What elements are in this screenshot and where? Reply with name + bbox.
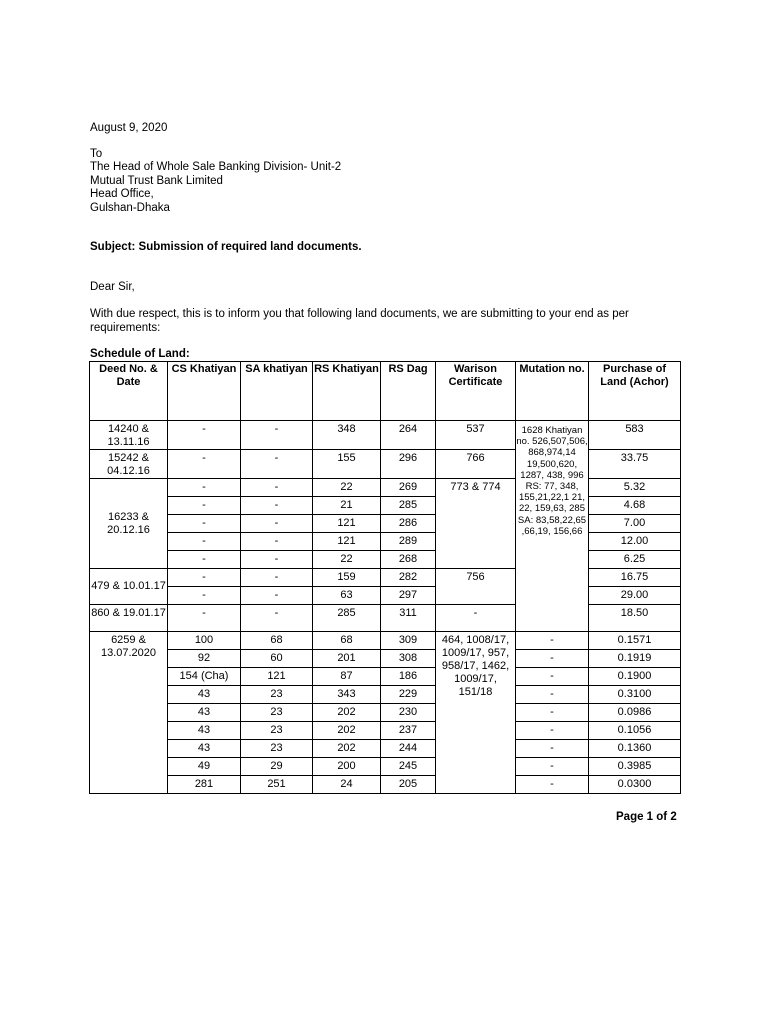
- rs-khatiyan-cell: 202: [313, 740, 381, 758]
- table-row: [90, 497, 681, 515]
- sa-cell: 23: [241, 704, 313, 722]
- rs-dag-cell: 282: [381, 569, 436, 587]
- rs-dag-cell: 308: [381, 650, 436, 668]
- sa-cell: -: [241, 533, 313, 551]
- deed-cell: 6259 & 13.07.2020: [90, 632, 168, 794]
- cs-cell: -: [168, 551, 241, 569]
- rs-khatiyan-cell: 87: [313, 668, 381, 686]
- subject-line: Subject: Submission of required land documents.: [90, 241, 362, 253]
- table-row: [90, 421, 681, 450]
- cs-cell: 43: [168, 704, 241, 722]
- sa-cell: -: [241, 569, 313, 587]
- salutation: Dear Sir,: [90, 281, 135, 293]
- purchase-cell: 0.1056: [589, 722, 681, 740]
- sa-cell: 121: [241, 668, 313, 686]
- rs-khatiyan-cell: 202: [313, 704, 381, 722]
- mutation-merged-cell: 1628 Khatiyan no. 526,507,506, 868,974,14 19,500,620, 1287, 438, 996 RS: 77, 348, 155,21,22,1 21, 22, 159,63, 285 SA: 83,58,22,65 ,66,19, 156,66: [516, 421, 589, 632]
- rs-dag-cell: 286: [381, 515, 436, 533]
- sa-cell: 23: [241, 740, 313, 758]
- rs-dag-cell: 269: [381, 479, 436, 497]
- rs-dag-cell: 311: [381, 605, 436, 632]
- deed-cell: 15242 & 04.12.16: [90, 450, 168, 479]
- cs-cell: -: [168, 587, 241, 605]
- header-rs-khatiyan: RS Khatiyan: [313, 362, 381, 421]
- rs-khatiyan-cell: 121: [313, 515, 381, 533]
- table-row: [90, 569, 681, 587]
- rs-khatiyan-cell: 155: [313, 450, 381, 479]
- cs-cell: 49: [168, 758, 241, 776]
- header-cs-khatiyan: CS Khatiyan: [168, 362, 241, 421]
- rs-dag-cell: 268: [381, 551, 436, 569]
- table-row: [90, 704, 681, 722]
- cs-cell: 43: [168, 722, 241, 740]
- rs-dag-cell: 289: [381, 533, 436, 551]
- warison-cell: 464, 1008/17, 1009/17, 957, 958/17, 1462, 1009/17, 151/18: [436, 632, 516, 794]
- deed-cell: 16233 & 20.12.16: [90, 479, 168, 569]
- warison-cell: 537: [436, 421, 516, 450]
- sa-cell: -: [241, 605, 313, 632]
- rs-khatiyan-cell: 202: [313, 722, 381, 740]
- purchase-cell: 18.50: [589, 605, 681, 632]
- purchase-cell: 7.00: [589, 515, 681, 533]
- header-warison: Warison Certificate: [436, 362, 516, 421]
- sa-cell: -: [241, 479, 313, 497]
- cs-cell: 281: [168, 776, 241, 794]
- rs-khatiyan-cell: 285: [313, 605, 381, 632]
- rs-dag-cell: 309: [381, 632, 436, 650]
- address-line-2: Mutual Trust Bank Limited: [90, 175, 223, 187]
- header-sa-khatiyan: SA khatiyan: [241, 362, 313, 421]
- mutation-cell: -: [516, 632, 589, 650]
- table-header-row: [90, 362, 681, 421]
- mutation-cell: -: [516, 704, 589, 722]
- cs-cell: 100: [168, 632, 241, 650]
- header-mutation: Mutation no.: [516, 362, 589, 421]
- rs-khatiyan-cell: 121: [313, 533, 381, 551]
- deed-cell: 14240 & 13.11.16: [90, 421, 168, 450]
- purchase-cell: 0.1571: [589, 632, 681, 650]
- mutation-cell: -: [516, 668, 589, 686]
- body-line-1: With due respect, this is to inform you that following land documents, we are submitting to your end as per: [90, 308, 629, 320]
- rs-dag-cell: 296: [381, 450, 436, 479]
- table-row: [90, 479, 681, 497]
- table-row: [90, 758, 681, 776]
- header-rs-dag: RS Dag: [381, 362, 436, 421]
- rs-dag-cell: 229: [381, 686, 436, 704]
- mutation-cell: -: [516, 758, 589, 776]
- table-row: [90, 551, 681, 569]
- rs-dag-cell: 237: [381, 722, 436, 740]
- rs-dag-cell: 205: [381, 776, 436, 794]
- cs-cell: -: [168, 605, 241, 632]
- warison-cell: 766: [436, 450, 516, 479]
- rs-dag-cell: 245: [381, 758, 436, 776]
- sa-cell: 23: [241, 686, 313, 704]
- table-row: [90, 515, 681, 533]
- table-row: [90, 450, 681, 479]
- purchase-cell: 0.1900: [589, 668, 681, 686]
- table-row: [90, 668, 681, 686]
- rs-khatiyan-cell: 68: [313, 632, 381, 650]
- sa-cell: -: [241, 515, 313, 533]
- rs-khatiyan-cell: 159: [313, 569, 381, 587]
- mutation-cell: -: [516, 740, 589, 758]
- mutation-cell: -: [516, 650, 589, 668]
- rs-khatiyan-cell: 22: [313, 551, 381, 569]
- deed-cell: 479 & 10.01.17: [90, 569, 168, 605]
- sa-cell: -: [241, 551, 313, 569]
- warison-cell: 773 & 774: [436, 479, 516, 569]
- rs-dag-cell: 230: [381, 704, 436, 722]
- rs-dag-cell: 297: [381, 587, 436, 605]
- letter-date: August 9, 2020: [90, 122, 168, 134]
- purchase-cell: 0.3100: [589, 686, 681, 704]
- rs-khatiyan-cell: 201: [313, 650, 381, 668]
- purchase-cell: 5.32: [589, 479, 681, 497]
- rs-dag-cell: 264: [381, 421, 436, 450]
- page-number: Page 1 of 2: [616, 811, 677, 823]
- rs-dag-cell: 244: [381, 740, 436, 758]
- purchase-cell: 583: [589, 421, 681, 450]
- purchase-cell: 29.00: [589, 587, 681, 605]
- table-row: [90, 686, 681, 704]
- rs-khatiyan-cell: 21: [313, 497, 381, 515]
- address-line-3: Head Office,: [90, 188, 154, 200]
- rs-khatiyan-cell: 343: [313, 686, 381, 704]
- table-row: [90, 650, 681, 668]
- rs-dag-cell: 285: [381, 497, 436, 515]
- rs-dag-cell: 186: [381, 668, 436, 686]
- purchase-cell: 33.75: [589, 450, 681, 479]
- body-line-2: requirements:: [90, 322, 161, 334]
- rs-khatiyan-cell: 24: [313, 776, 381, 794]
- warison-cell: -: [436, 605, 516, 632]
- warison-cell: 756: [436, 569, 516, 605]
- purchase-cell: 12.00: [589, 533, 681, 551]
- rs-khatiyan-cell: 22: [313, 479, 381, 497]
- table-row: [90, 605, 681, 632]
- address-line-4: Gulshan-Dhaka: [90, 202, 170, 214]
- purchase-cell: 0.1360: [589, 740, 681, 758]
- mutation-cell: -: [516, 686, 589, 704]
- header-deed: Deed No. & Date: [90, 362, 168, 421]
- purchase-cell: 0.1919: [589, 650, 681, 668]
- sa-cell: 23: [241, 722, 313, 740]
- table-row: [90, 533, 681, 551]
- purchase-cell: 4.68: [589, 497, 681, 515]
- sa-cell: -: [241, 497, 313, 515]
- sa-cell: 251: [241, 776, 313, 794]
- sa-cell: 60: [241, 650, 313, 668]
- mutation-cell: -: [516, 776, 589, 794]
- schedule-title: Schedule of Land:: [90, 348, 190, 360]
- purchase-cell: 0.0986: [589, 704, 681, 722]
- rs-khatiyan-cell: 200: [313, 758, 381, 776]
- cs-cell: 154 (Cha): [168, 668, 241, 686]
- table-row: [90, 632, 681, 650]
- purchase-cell: 0.3985: [589, 758, 681, 776]
- sa-cell: -: [241, 587, 313, 605]
- purchase-cell: 0.0300: [589, 776, 681, 794]
- table-row: [90, 722, 681, 740]
- cs-cell: 43: [168, 740, 241, 758]
- cs-cell: -: [168, 515, 241, 533]
- cs-cell: -: [168, 497, 241, 515]
- table-row: [90, 740, 681, 758]
- cs-cell: -: [168, 569, 241, 587]
- sa-cell: 29: [241, 758, 313, 776]
- cs-cell: -: [168, 421, 241, 450]
- rs-khatiyan-cell: 63: [313, 587, 381, 605]
- recipient-to: To: [90, 148, 103, 160]
- sa-cell: -: [241, 421, 313, 450]
- land-schedule-table: [89, 361, 681, 794]
- rs-khatiyan-cell: 348: [313, 421, 381, 450]
- cs-cell: -: [168, 533, 241, 551]
- cs-cell: 92: [168, 650, 241, 668]
- sa-cell: 68: [241, 632, 313, 650]
- address-line-1: The Head of Whole Sale Banking Division- Unit-2: [90, 161, 342, 173]
- cs-cell: 43: [168, 686, 241, 704]
- purchase-cell: 6.25: [589, 551, 681, 569]
- cs-cell: -: [168, 479, 241, 497]
- table-row: [90, 776, 681, 794]
- sa-cell: -: [241, 450, 313, 479]
- deed-cell: 860 & 19.01.17: [90, 605, 168, 632]
- purchase-cell: 16.75: [589, 569, 681, 587]
- mutation-cell: -: [516, 722, 589, 740]
- header-purchase: Purchase of Land (Achor): [589, 362, 681, 421]
- table-row: [90, 587, 681, 605]
- cs-cell: -: [168, 450, 241, 479]
